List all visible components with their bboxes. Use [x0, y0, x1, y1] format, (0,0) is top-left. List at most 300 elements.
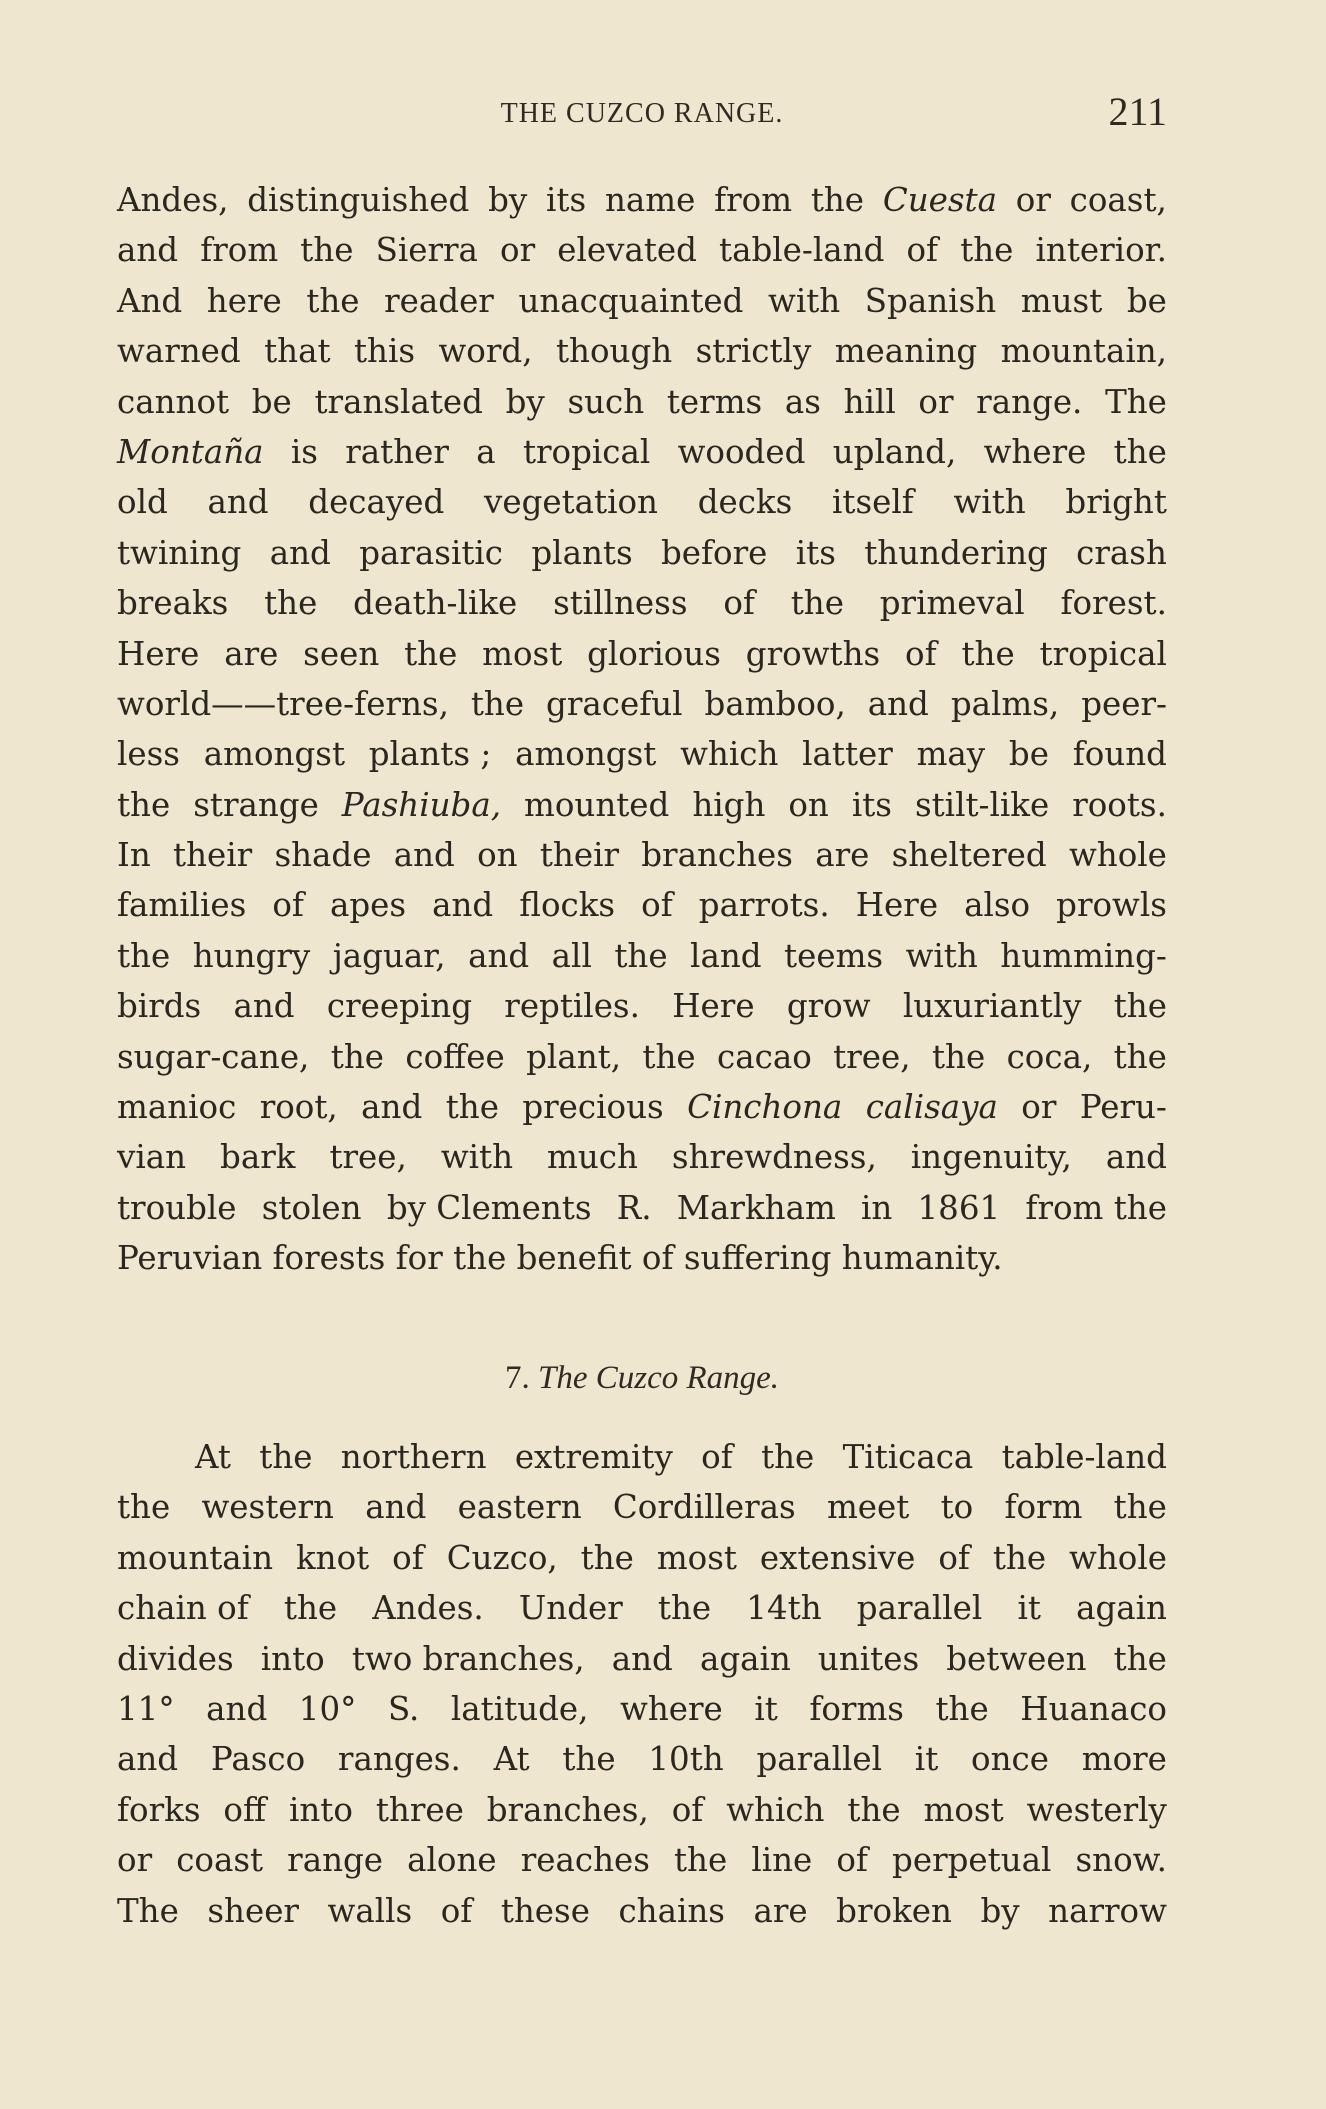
text-line: [117, 1233, 1167, 1283]
word: death-like: [353, 584, 518, 623]
word: northern: [340, 1438, 487, 1476]
word: the: [992, 1538, 1047, 1577]
word: and: [233, 987, 295, 1026]
word: westerly: [1026, 1790, 1167, 1829]
word: and: [117, 231, 179, 270]
text-line: [117, 1886, 1167, 1936]
running-header: [117, 88, 1167, 138]
word: less: [117, 735, 180, 774]
word: the: [117, 1488, 171, 1527]
word: their: [539, 836, 619, 875]
word: land: [690, 936, 762, 975]
word: such: [567, 382, 645, 421]
word: bamboo,: [704, 684, 846, 723]
section-heading: [117, 1360, 1167, 1397]
word: Spanish: [864, 281, 997, 320]
text-line: [117, 1533, 1167, 1583]
word: of: [938, 1538, 970, 1577]
word: the: [810, 181, 865, 219]
word: most: [656, 1538, 737, 1577]
word: and: [269, 533, 331, 572]
text-line: [117, 225, 1167, 275]
word: the: [1113, 1037, 1167, 1076]
word: are: [753, 1891, 808, 1930]
word: of: [440, 1891, 473, 1930]
word: Here: [855, 886, 939, 925]
word: once: [971, 1740, 1049, 1779]
text-line: [117, 1583, 1167, 1633]
text-line: [117, 1183, 1167, 1233]
word: and: [117, 1740, 179, 1779]
word: the: [404, 634, 458, 673]
word: forest.: [1060, 584, 1167, 623]
section-title: The Cuzco Range.: [537, 1360, 780, 1396]
text-line: [117, 1032, 1167, 1082]
word: At: [195, 1438, 231, 1476]
word: grow: [786, 987, 871, 1026]
word: its: [851, 785, 892, 824]
word: branches,: [486, 1790, 649, 1829]
word: of: [272, 886, 304, 925]
word: Cordilleras: [612, 1488, 796, 1527]
word: world——tree-ferns,: [117, 684, 449, 723]
word: of: [723, 584, 755, 623]
text-line: [117, 427, 1167, 477]
word: coffee: [405, 1037, 505, 1076]
word: Cinchona: [687, 1088, 843, 1127]
word: cannot: [117, 382, 230, 421]
word: be: [251, 382, 292, 421]
text-line: [117, 830, 1167, 880]
word: parallel: [756, 1740, 883, 1779]
word: and: [468, 936, 530, 975]
word: decayed: [308, 483, 445, 522]
word: distinguished: [247, 181, 470, 219]
word: tropical: [1039, 634, 1167, 673]
word: the: [259, 1438, 313, 1476]
word: or: [500, 231, 536, 270]
word: The: [1105, 382, 1167, 421]
word: ingenuity,: [910, 1138, 1072, 1177]
word: which: [726, 1790, 825, 1829]
text-line: [117, 477, 1167, 527]
word: with: [953, 483, 1026, 522]
word: coast: [176, 1841, 264, 1880]
word: At: [493, 1740, 530, 1779]
word: old: [117, 483, 168, 522]
word: it: [914, 1740, 939, 1779]
text-line: [117, 1684, 1167, 1734]
word: are: [224, 634, 279, 673]
word: from the: [1025, 1188, 1167, 1227]
word: Titicaca: [842, 1438, 974, 1476]
word: Markham: [676, 1188, 836, 1227]
word: and: [206, 1689, 268, 1728]
word: is: [290, 432, 318, 471]
word: with: [440, 1138, 514, 1177]
word: the: [445, 1088, 499, 1127]
word: crash: [1076, 533, 1167, 572]
word: latitude,: [450, 1689, 589, 1728]
word: plants: [531, 533, 633, 572]
word: Cuesta: [882, 181, 997, 219]
word: palms,: [950, 684, 1060, 723]
word: alone: [407, 1841, 497, 1880]
word: with: [768, 281, 841, 320]
word: thundering: [864, 533, 1048, 572]
word: tree,: [329, 1138, 407, 1177]
word: the: [790, 584, 844, 623]
word: the: [961, 634, 1015, 673]
word: meaning: [834, 332, 978, 371]
text-line: [117, 1634, 1167, 1684]
word: also: [964, 886, 1031, 925]
word: 1861: [917, 1188, 1001, 1227]
word: the: [562, 1740, 616, 1779]
word: found: [1072, 735, 1167, 774]
word: of: [906, 231, 939, 270]
word: word,: [438, 332, 533, 371]
word: that: [264, 332, 331, 371]
word: a: [476, 432, 496, 471]
word: the: [1113, 987, 1167, 1026]
word: table-land: [719, 231, 885, 270]
word: humming-: [1000, 936, 1167, 975]
word: table-land: [1001, 1438, 1167, 1476]
word: translated: [314, 382, 483, 421]
word: Peru-: [1079, 1088, 1167, 1127]
text-line: [117, 326, 1167, 376]
text-line: [117, 679, 1167, 729]
word: the: [580, 1538, 634, 1577]
word: Andes.: [372, 1589, 484, 1628]
word: graceful: [546, 684, 683, 723]
word: Here: [672, 987, 755, 1026]
word: Sierra: [375, 231, 478, 270]
word: parasitic: [359, 533, 504, 572]
word: Andes,: [117, 181, 229, 219]
word: and: [365, 1488, 427, 1527]
word: from: [714, 181, 793, 219]
word: 14th: [746, 1589, 822, 1628]
word: by: [488, 181, 528, 219]
word: by: [980, 1891, 1020, 1930]
word: jaguar,: [332, 936, 446, 975]
word: Here: [117, 634, 200, 673]
word: broken: [836, 1891, 952, 1930]
word: roots.: [1072, 785, 1167, 824]
text-line: [117, 1835, 1167, 1885]
word: or: [1015, 181, 1051, 219]
text-line: [117, 1432, 1167, 1482]
word: perpetual: [892, 1841, 1052, 1880]
word: the: [657, 1589, 712, 1628]
word: western: [201, 1488, 334, 1527]
text-line: [117, 1734, 1167, 1784]
word: which: [680, 735, 779, 774]
word: primeval: [879, 584, 1025, 623]
text-line: [117, 880, 1167, 930]
word: families: [117, 886, 247, 925]
word: three: [375, 1790, 464, 1829]
word: luxuriantly: [902, 987, 1082, 1026]
word: where: [983, 432, 1087, 471]
word: vian: [117, 1138, 187, 1177]
word: latter: [802, 735, 893, 774]
word: unites: [817, 1639, 920, 1678]
word: calisaya: [865, 1088, 998, 1127]
word: as: [784, 382, 821, 421]
word: plants ;: [368, 735, 492, 774]
word: strictly: [695, 332, 812, 371]
word: it: [1017, 1589, 1041, 1628]
word: birds: [117, 987, 202, 1026]
word: reaches: [520, 1841, 650, 1880]
word: again: [699, 1639, 791, 1678]
word: must: [1020, 281, 1103, 320]
word: on: [788, 785, 829, 824]
text-line: [117, 1785, 1167, 1835]
word: the: [761, 1438, 815, 1476]
word: form: [1004, 1488, 1083, 1527]
text-line: [117, 377, 1167, 427]
word: with: [905, 936, 978, 975]
word: this: [353, 332, 416, 371]
word: of: [392, 1538, 424, 1577]
word: it: [754, 1689, 778, 1728]
word: glorious: [587, 634, 721, 673]
paragraph-cuzco-range: [117, 1432, 1167, 1936]
word: whole: [1069, 1538, 1167, 1577]
word: the: [117, 785, 171, 824]
word: two branches,: [351, 1639, 585, 1678]
word: itself: [832, 483, 914, 522]
word: 10th: [648, 1740, 724, 1779]
word: the: [935, 1689, 989, 1728]
word: eastern: [457, 1488, 582, 1527]
text-line: [117, 931, 1167, 981]
word: of: [701, 1438, 733, 1476]
word: shade: [274, 836, 372, 875]
word: precious: [522, 1088, 664, 1127]
word: stilt-like: [914, 785, 1050, 824]
word: divides: [117, 1639, 234, 1678]
word: knot: [295, 1538, 370, 1577]
word: the: [960, 231, 1014, 270]
word: the: [470, 684, 525, 723]
word: most: [923, 1790, 1004, 1829]
word: reptiles.: [504, 987, 640, 1026]
word: and: [611, 1639, 673, 1678]
word: amongst: [515, 735, 657, 774]
word: mountain,: [1000, 332, 1167, 371]
word: apes: [330, 886, 407, 925]
word: forks: [117, 1790, 201, 1829]
word: range: [287, 1841, 384, 1880]
word: again: [1076, 1589, 1167, 1628]
text-line: [117, 780, 1167, 830]
page-number: 211: [1108, 89, 1167, 134]
word: sheltered: [891, 836, 1047, 875]
word: shrewdness,: [671, 1138, 877, 1177]
word: or: [117, 1841, 153, 1880]
word: coca,: [1006, 1037, 1093, 1076]
word: mountain: [117, 1538, 274, 1577]
word: the: [674, 1841, 728, 1880]
word: their: [173, 836, 253, 875]
word: into: [260, 1639, 325, 1678]
word: 11°: [117, 1689, 175, 1728]
word: into: [288, 1790, 353, 1829]
word: whole: [1068, 836, 1167, 875]
word: Under: [518, 1589, 623, 1628]
word: chain of: [117, 1589, 249, 1628]
word: tropical: [522, 432, 651, 471]
word: meet: [826, 1488, 910, 1527]
word: though: [555, 332, 673, 371]
word: range.: [976, 382, 1083, 421]
word: the: [847, 1790, 901, 1829]
word: chains: [618, 1891, 725, 1930]
word: branches: [641, 836, 793, 875]
word: Huanaco: [1020, 1689, 1167, 1728]
word: the: [614, 936, 668, 975]
word: bark: [220, 1138, 296, 1177]
word: And: [117, 281, 183, 320]
word: between: [946, 1639, 1087, 1678]
word: be: [1008, 735, 1049, 774]
word: these: [500, 1891, 590, 1930]
word: extensive: [759, 1538, 916, 1577]
word: prowls: [1056, 886, 1167, 925]
word: Cuzco,: [446, 1538, 558, 1577]
text-line: [117, 175, 1167, 225]
text-line: [117, 276, 1167, 326]
word: hill: [843, 382, 896, 421]
running-title: THE CUZCO RANGE.: [500, 98, 784, 129]
word: In: [117, 836, 151, 875]
word: and: [867, 684, 929, 723]
word: parrots.: [698, 886, 830, 925]
word: all: [551, 936, 592, 975]
word: its: [546, 181, 587, 219]
word: growths: [745, 634, 881, 673]
word: stillness: [553, 584, 688, 623]
word: cacao: [717, 1037, 812, 1076]
word: most: [482, 634, 563, 673]
word: the: [117, 936, 171, 975]
word: twining: [117, 533, 242, 572]
word: peer-: [1081, 684, 1167, 723]
word: the: [264, 584, 318, 623]
word: terms: [666, 382, 763, 421]
word: the: [330, 1037, 385, 1076]
word: Peruvian forests for the benefit of suffering humanity.: [117, 1239, 1003, 1278]
word: the: [300, 231, 354, 270]
word: name: [604, 181, 696, 219]
word: trouble: [117, 1188, 237, 1227]
word: mounted: [524, 785, 670, 824]
word: snow.: [1075, 1841, 1167, 1880]
word: line: [751, 1841, 813, 1880]
word: where: [620, 1689, 723, 1728]
word: to: [940, 1488, 974, 1527]
word: of: [641, 886, 673, 925]
word: wooded: [677, 432, 806, 471]
word: seen: [303, 634, 380, 673]
word: flocks: [519, 886, 616, 925]
word: vegetation: [483, 483, 658, 522]
word: elevated: [557, 231, 697, 270]
word: creeping: [326, 987, 473, 1026]
word: the: [1113, 1639, 1167, 1678]
word: amongst: [203, 735, 346, 774]
word: may: [916, 735, 986, 774]
word: teems: [784, 936, 884, 975]
text-line: [117, 729, 1167, 779]
word: and: [207, 483, 269, 522]
word: the: [642, 1037, 696, 1076]
word: are: [815, 836, 870, 875]
word: the: [1113, 432, 1167, 471]
word: manioc: [117, 1088, 237, 1127]
word: high: [692, 785, 766, 824]
word: unacquainted: [518, 281, 744, 320]
word: the: [931, 1037, 986, 1076]
word: more: [1081, 1740, 1167, 1779]
text-line: [117, 1132, 1167, 1182]
word: sugar-cane,: [117, 1037, 310, 1076]
text-line: [117, 981, 1167, 1031]
word: narrow: [1048, 1891, 1167, 1930]
word: and: [393, 836, 455, 875]
word: coast,: [1069, 181, 1167, 219]
paragraph-montana: [117, 175, 1167, 1284]
word: and: [361, 1088, 423, 1127]
word: hungry: [192, 936, 311, 975]
word: extremity: [514, 1438, 673, 1476]
word: be: [1126, 281, 1167, 320]
word: and: [1105, 1138, 1167, 1177]
word: forms: [809, 1689, 904, 1728]
word: in: [860, 1188, 893, 1227]
word: of: [671, 1790, 704, 1829]
word: from: [200, 231, 279, 270]
text-line: [117, 1482, 1167, 1532]
word: S.: [387, 1689, 420, 1728]
word: by: [505, 382, 545, 421]
word: warned: [117, 332, 241, 371]
text-line: [117, 578, 1167, 628]
word: ranges.: [337, 1740, 461, 1779]
word: off: [223, 1790, 267, 1829]
word: decks: [697, 483, 793, 522]
word: much: [547, 1138, 638, 1177]
word: the: [1113, 1488, 1167, 1527]
word: of: [905, 634, 937, 673]
word: upland,: [832, 432, 957, 471]
word: the: [306, 281, 360, 320]
word: by Clements: [386, 1188, 592, 1227]
word: breaks: [117, 584, 229, 623]
text-line: [117, 629, 1167, 679]
word: R.: [616, 1188, 652, 1227]
word: tree,: [833, 1037, 911, 1076]
word: and: [432, 886, 494, 925]
word: Pashiuba,: [341, 785, 502, 824]
word: its: [795, 533, 836, 572]
word: parallel: [856, 1589, 983, 1628]
